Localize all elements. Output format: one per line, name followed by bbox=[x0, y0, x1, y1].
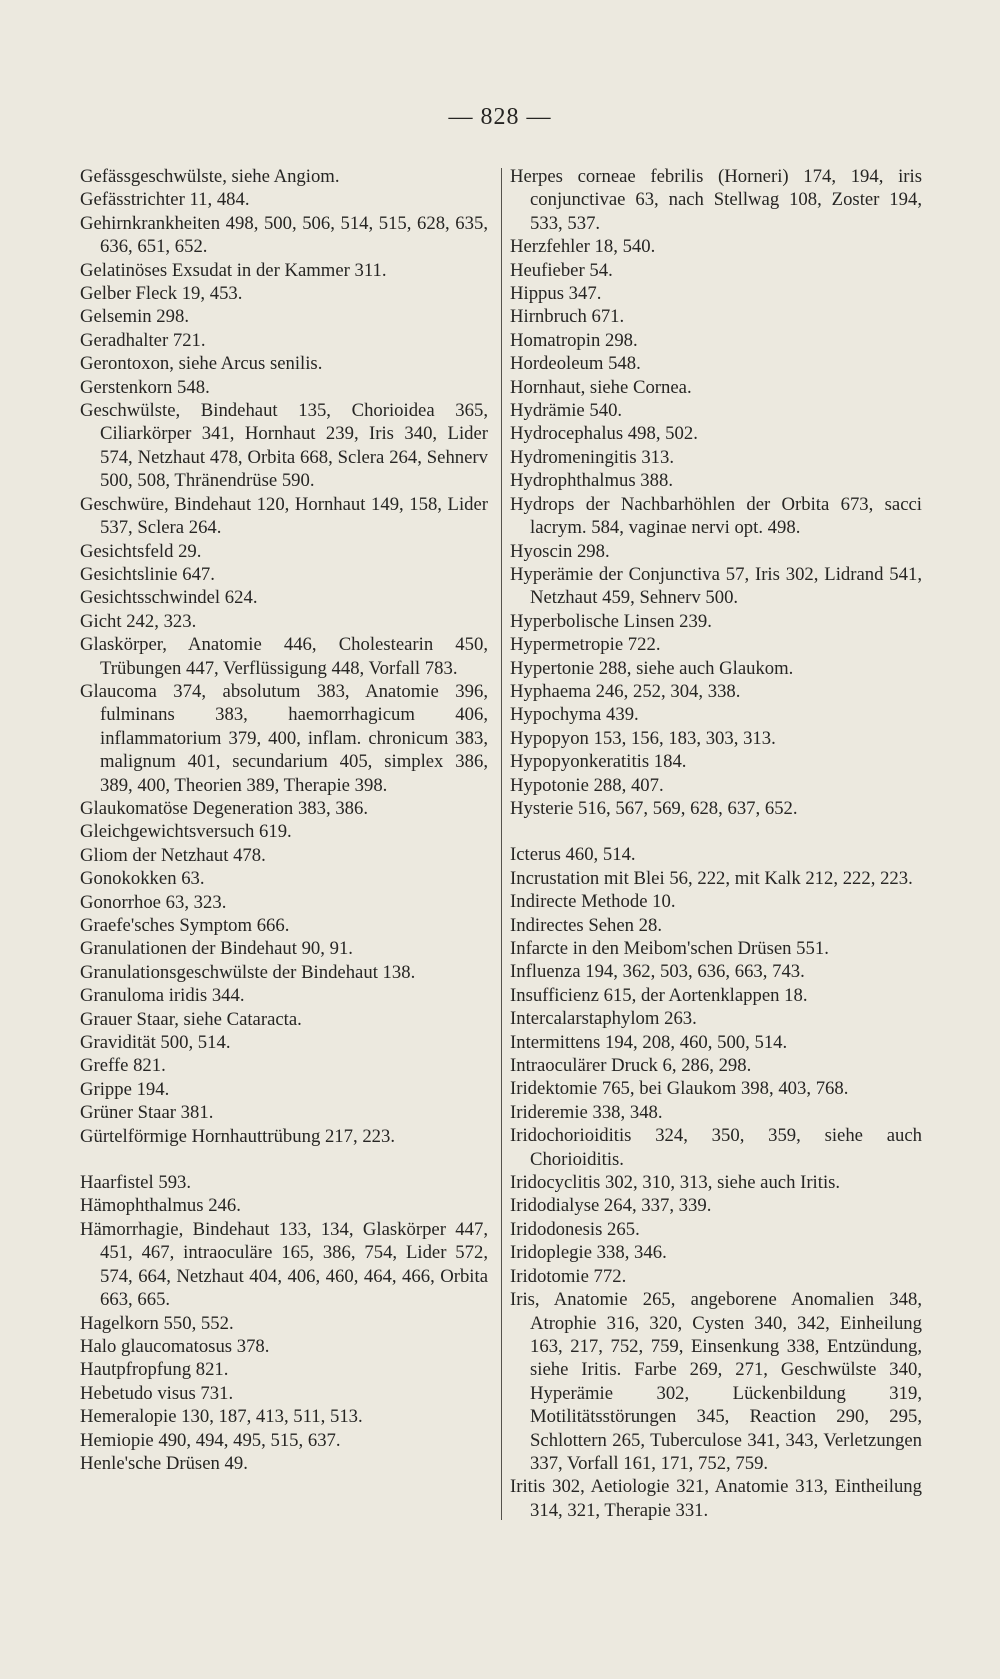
index-entry: Hagelkorn 550, 552. bbox=[80, 1312, 234, 1334]
index-entry: Glaukomatöse Degeneration 383, 386. bbox=[80, 797, 369, 819]
index-entry: Hydrophthalmus 388. bbox=[510, 470, 673, 492]
index-entry: Hydrocephalus 498, 502. bbox=[510, 423, 698, 445]
index-entry: Iridochorioiditis 324, 350, 359, siehe auch Chorioiditis. bbox=[510, 1125, 922, 1170]
index-entry: Halo glaucomatosus 378. bbox=[80, 1335, 270, 1357]
index-entry: Gerontoxon, siehe Arcus senilis. bbox=[80, 353, 323, 375]
index-entry: Hautpfropfung 821. bbox=[80, 1359, 229, 1381]
index-entry: Grüner Staar 381. bbox=[80, 1102, 214, 1124]
index-entry: Iridodialyse 264, 337, 339. bbox=[510, 1195, 712, 1217]
column-divider bbox=[501, 168, 502, 1520]
index-entry: Graefe'sches Symptom 666. bbox=[80, 915, 290, 936]
index-entry: Influenza 194, 362, 503, 636, 663, 743. bbox=[510, 961, 805, 983]
index-entry: Hyperbolische Linsen 239. bbox=[510, 610, 712, 632]
index-entry: Infarcte in den Meibom'schen Drüsen 551. bbox=[510, 938, 829, 959]
index-entry: Hyoscin 298. bbox=[510, 540, 610, 562]
index-entry: Hämorrhagie, Bindehaut 133, 134, Glaskörper 447, 451, 467, intraoculäre 165, 386, 754, Lider 572, 574, 664, Netzhaut 404, 406, 460, 464, 466, Orbita 663, 665. bbox=[80, 1218, 488, 1311]
index-entry: Glaucoma 374, absolutum 383, Anatomie 396, fulminans 383, haemorrhagicum 406, inflammatorium 379, 400, inflam. chronicum 383, malignum 401, secundarium 405, simplex 386, 389, 400, Theorien 389, Therapie 398. bbox=[80, 680, 488, 796]
index-entry: Hydromeningitis 313. bbox=[510, 446, 675, 468]
index-entry: Hämophthalmus 246. bbox=[80, 1195, 241, 1217]
index-entry: Geradhalter 721. bbox=[80, 329, 206, 351]
index-entry: Homatropin 298. bbox=[510, 329, 638, 351]
index-entry: Geschwülste, Bindehaut 135, Chorioidea 365, Ciliarkörper 341, Hornhaut 239, Iris 340, Lider 574, Netzhaut 478, Orbita 668, Sclera 264, Sehnerv 500, 508, Thränendrüse 590. bbox=[80, 400, 488, 492]
index-entry: Iridektomie 765, bei Glaukom 398, 403, 768. bbox=[510, 1078, 849, 1100]
index-entry: Incrustation mit Blei 56, 222, mit Kalk 212, 222, 223. bbox=[510, 867, 913, 889]
index-entry: Iridotomie 772. bbox=[510, 1265, 627, 1287]
index-entry: Gliom der Netzhaut 478. bbox=[80, 844, 266, 866]
index-entry: Gehirnkrankheiten 498, 500, 506, 514, 515, 628, 635, 636, 651, 652. bbox=[80, 212, 488, 258]
index-entry: Gesichtsfeld 29. bbox=[80, 540, 202, 562]
index-entry: Grauer Staar, siehe Cataracta. bbox=[80, 1008, 302, 1030]
index-entry: Hyphaema 246, 252, 304, 338. bbox=[510, 680, 741, 702]
index-entry: Hebetudo visus 731. bbox=[80, 1382, 234, 1404]
index-entry: Hypochyma 439. bbox=[510, 704, 639, 726]
right-column bbox=[510, 165, 922, 1522]
index-entry: Insufficienz 615, der Aortenklappen 18. bbox=[510, 984, 808, 1006]
index-entry: Herpes corneae febrilis (Horneri) 174, 194, iris conjunctivae 63, nach Stellwag 108, Zoster 194, 533, 537. bbox=[510, 166, 922, 234]
index-entry: Gelsemin 298. bbox=[80, 306, 189, 328]
index-entry: Hemiopie 490, 494, 495, 515, 637. bbox=[80, 1429, 341, 1451]
index-entry: Granulationen der Bindehaut 90, 91. bbox=[80, 938, 353, 960]
index-entry: Indirecte Methode 10. bbox=[510, 891, 676, 913]
index-entry: Gicht 242, 323. bbox=[80, 610, 197, 632]
index-entry: Irideremie 338, 348. bbox=[510, 1101, 663, 1123]
index-entry: Gefässtrichter 11, 484. bbox=[80, 189, 250, 211]
index-entry: Gonorrhoe 63, 323. bbox=[80, 891, 227, 913]
index-entry: Hypertonie 288, siehe auch Glaukom. bbox=[510, 657, 794, 679]
index-entry: Iridocyclitis 302, 310, 313, siehe auch Iritis. bbox=[510, 1172, 841, 1194]
section-gap bbox=[510, 820, 922, 843]
index-entry: Granuloma iridis 344. bbox=[80, 985, 245, 1007]
index-entry: Hypopyon 153, 156, 183, 303, 313. bbox=[510, 727, 776, 749]
page-number: — 828 — bbox=[448, 104, 552, 130]
index-entry: Gerstenkorn 548. bbox=[80, 376, 210, 398]
index-entry: Hypopyonkeratitis 184. bbox=[510, 751, 687, 773]
left-column bbox=[80, 165, 488, 1475]
index-entry: Gesichtsschwindel 624. bbox=[80, 587, 258, 609]
index-entry: Hydrämie 540. bbox=[510, 400, 623, 422]
index-entry: Hysterie 516, 567, 569, 628, 637, 652. bbox=[510, 797, 798, 819]
index-entry: Iris, Anatomie 265, angeborene Anomalien 348, Atrophie 316, 320, Cysten 340, 342, Einheilung 163, 217, 752, 759, Einsenkung 338, Entzündung, siehe Iritis. Farbe 269, 271, Geschwülste 340, Hyperämie 302, Lückenbildung 319, Motilitätsstörungen 345, Reaction 290, 295, Schlottern 265, Tuberculose 341, 343, Verletzungen 337, Vorfall 161, 171, 752, 759. bbox=[510, 1289, 922, 1474]
index-entry: Gelatinöses Exsudat in der Kammer 311. bbox=[80, 259, 387, 281]
index-entry: Heufieber 54. bbox=[510, 259, 613, 281]
index-entry: Greffe 821. bbox=[80, 1055, 166, 1077]
section-gap bbox=[80, 1148, 488, 1171]
index-entry: Gürtelförmige Hornhauttrübung 217, 223. bbox=[80, 1125, 396, 1147]
index-entry: Geschwüre, Bindehaut 120, Hornhaut 149, 158, Lider 537, Sclera 264. bbox=[80, 493, 488, 539]
index-entry: Hirnbruch 671. bbox=[510, 306, 625, 328]
index-entry: Iridodonesis 265. bbox=[510, 1218, 640, 1240]
index-entry: Glaskörper, Anatomie 446, Cholestearin 450, Trübungen 447, Verflüssigung 448, Vorfall 783. bbox=[80, 634, 488, 679]
index-entry: Gleichgewichtsversuch 619. bbox=[80, 821, 292, 843]
index-entry: Intercalarstaphylom 263. bbox=[510, 1008, 697, 1030]
index-entry: Hippus 347. bbox=[510, 283, 602, 305]
index-entry: Grippe 194. bbox=[80, 1078, 170, 1100]
index-entry: Hornhaut, siehe Cornea. bbox=[510, 376, 692, 398]
index-entry: Hordeoleum 548. bbox=[510, 353, 641, 375]
index-entry: Indirectes Sehen 28. bbox=[510, 914, 663, 936]
index-entry: Intermittens 194, 208, 460, 500, 514. bbox=[510, 1031, 788, 1053]
index-entry: Hypermetropie 722. bbox=[510, 634, 661, 656]
index-entry: Granulationsgeschwülste der Bindehaut 138. bbox=[80, 961, 416, 983]
index-entry: Gelber Fleck 19, 453. bbox=[80, 283, 243, 305]
index-entry: Henle'sche Drüsen 49. bbox=[80, 1452, 248, 1474]
index-entry: Gesichtslinie 647. bbox=[80, 563, 215, 585]
index-entry: Intraoculärer Druck 6, 286, 298. bbox=[510, 1055, 752, 1077]
index-entry: Hydrops der Nachbarhöhlen der Orbita 673, sacci lacrym. 584, vaginae nervi opt. 498. bbox=[510, 493, 922, 539]
index-entry: Iritis 302, Aetiologie 321, Anatomie 313, Eintheilung 314, 321, Therapie 331. bbox=[510, 1476, 922, 1521]
index-entry: Hemeralopie 130, 187, 413, 511, 513. bbox=[80, 1406, 363, 1428]
index-entry: Icterus 460, 514. bbox=[510, 844, 636, 866]
index-entry: Gravidität 500, 514. bbox=[80, 1032, 231, 1054]
index-entry: Hypotonie 288, 407. bbox=[510, 774, 664, 796]
index-entry: Hyperämie der Conjunctiva 57, Iris 302, Lidrand 541, Netzhaut 459, Sehnerv 500. bbox=[510, 563, 922, 609]
index-entry: Herzfehler 18, 540. bbox=[510, 236, 656, 258]
index-entry: Haarfistel 593. bbox=[80, 1172, 192, 1194]
index-entry: Gonokokken 63. bbox=[80, 868, 205, 890]
index-entry: Iridoplegie 338, 346. bbox=[510, 1242, 667, 1264]
index-entry: Gefässgeschwülste, siehe Angiom. bbox=[80, 166, 340, 187]
